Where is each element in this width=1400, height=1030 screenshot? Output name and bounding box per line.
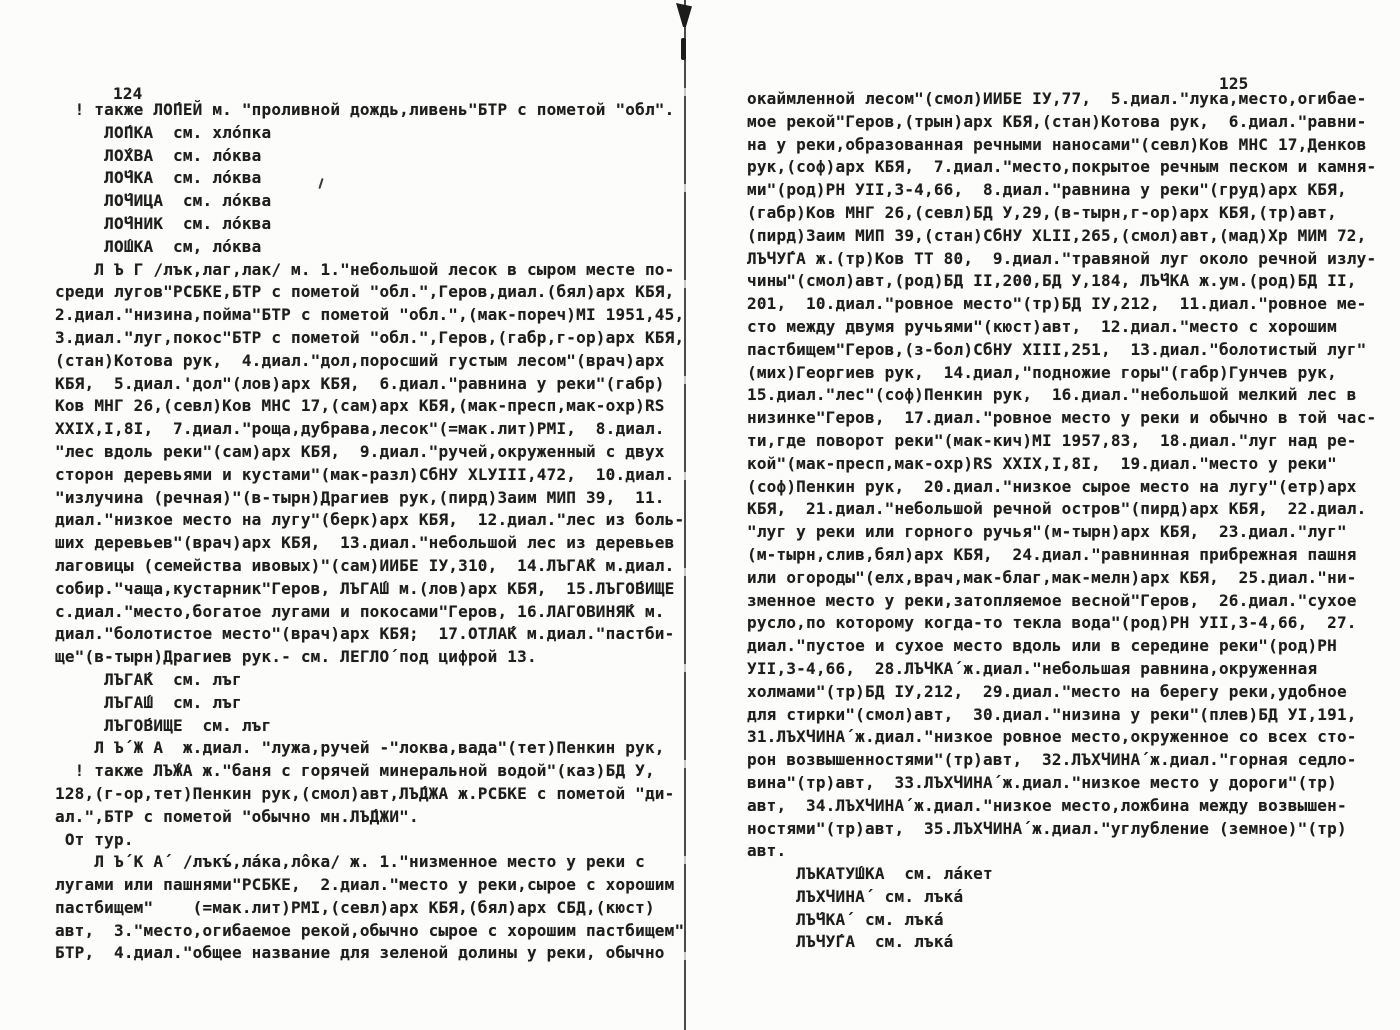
- text-line: диал."болотистое место"(врач)арх КБЯ; 17.ОТЛА́К м.диал."пастби-: [55, 624, 675, 644]
- text-line: или огороды"(елх,врач,мак-благ,мак-мелн)арх КБЯ, 25.диал."ни-: [747, 567, 1357, 587]
- text-line: на у реки,образованная речными наносами"(севл)Ков МНС 17,Денков: [747, 134, 1367, 154]
- text-line: зменное место у реки,затопляемое весной"Геров, 26.диал."сухое: [747, 590, 1357, 610]
- text-line: ти,где поворот реки"(мак-кич)МI 1957,83, 18.диал."луг над ре-: [747, 430, 1357, 450]
- right-page-number: 125: [1219, 74, 1249, 93]
- text-line: ЛЪГА́Ш см. лъг: [55, 692, 242, 712]
- text-line: пастбищем" (=мак.лит)РМI,(севл)арх КБЯ,(бял)арх СБД,(кюст): [55, 897, 655, 917]
- text-line: ЛО́ХВА см. ло́ква: [55, 145, 262, 165]
- text-line: 31.ЛЪХЧИНА́ ж.диал."низкое ровное место,окруженное со всех сто-: [747, 727, 1357, 747]
- text-line: окаймленной лесом"(смол)ИИБЕ IУ,77, 5.диал."лука,место,огибае-: [747, 89, 1367, 108]
- text-line: 15.диал."лес"(соф)Пенкин рук, 16.диал."небольшой мелкий лес в: [747, 385, 1357, 405]
- text-line: диал."низкое место на лугу"(берк)арх КБЯ, 12.диал."лес из боль-: [55, 510, 685, 530]
- text-line: ал.",БТР с пометой "обычно мн.ЛЪ́ДЖИ".: [55, 806, 419, 826]
- text-line: (габр)Ков МНГ 26,(севл)БД У,29,(в-тырн,г-ор)арх КБЯ,(тр)авт,: [747, 202, 1337, 222]
- text-line: авт.: [747, 841, 787, 861]
- text-line: ми"(род)РН УII,3-4,66, 8.диал."равнина у реки"(груд)арх КБЯ,: [747, 180, 1347, 200]
- text-line: вина"(тр)авт, 33.ЛЪХЧИНА́ ж.диал."низкое место у дороги"(тр): [747, 772, 1337, 792]
- text-line: XXIX,I,8I, 7.диал."роща,дубрава,лесок"(=мак.лит)РМI, 8.диал.: [55, 419, 665, 439]
- text-line: ЛО́ШКА см, ло́ква: [55, 236, 262, 256]
- text-line: (мих)Георгиев рук, 14.диал,"подножие горы"(габр)Гунчев рук,: [747, 362, 1337, 382]
- text-line: диал."пустое и сухое место вдоль или в середине реки"(род)РН: [747, 636, 1337, 656]
- text-line: авт, 3."место,огибаемое рекой,обычно сырое с хорошим пастбищем": [55, 920, 685, 940]
- text-line: ! также ЛЪ́ЖА ж."баня с горячей минеральной водой"(каз)БД У,: [55, 761, 655, 781]
- text-line: ЛО́ЧКА см. ло́ква: [55, 168, 262, 188]
- text-line: "излучина (речная)"(в-тырн)Драгиев рук,(пирд)Заим МИП 39, 11.: [55, 487, 665, 507]
- fold-ink-blob: [681, 38, 686, 60]
- text-line: ЛЪГА́К см. лъг: [55, 669, 242, 689]
- text-line: КБЯ, 5.диал.'дол"(лов)арх КБЯ, 6.диал."равнина у реки"(габр): [55, 373, 665, 393]
- text-line: для стирки"(смол)авт, 30.диал."низина у реки"(плев)БД УI,191,: [747, 704, 1357, 724]
- text-line: с.диал."место,богатое лугами и покосами"Геров, 16.ЛАГОВИНЯ́К м.: [55, 601, 665, 621]
- text-line: ЛЪЧУ́ГА ж.(тр)Ков ТТ 80, 9.диал."травяной луг около речной излу-: [747, 248, 1377, 268]
- text-line: рук,(соф)арх КБЯ, 7.диал."место,покрытое речным песком и камня-: [747, 157, 1377, 177]
- text-line: 201, 10.диал."ровное место"(тр)БД IУ,212, 11.диал."ровное ме-: [747, 294, 1367, 314]
- text-line: низинке"Геров, 17.диал."ровное место у реки и обычно в той час-: [747, 408, 1377, 428]
- text-line: среди лугов"РСБКЕ,БТР с пометой "обл.",Геров,диал.(бял)арх КБЯ,: [55, 282, 675, 302]
- text-line: "лес вдоль реки"(сам)арх КБЯ, 9.диал."ручей,окруженный с двух: [55, 441, 665, 461]
- text-line: ЛЪХЧИНА́ см. лъка́: [747, 886, 964, 906]
- text-line: рон возвышенностями"(тр)авт, 32.ЛЪХЧИНА́ ж.диал."горная седло-: [747, 750, 1357, 770]
- text-line: кой"(мак-пресп,мак-охр)RS XXIX,I,8I, 19.диал."место у реки": [747, 453, 1337, 473]
- text-line: (м-тырн,слив,бял)арх КБЯ, 24.диал."равнинная прибрежная пашня: [747, 544, 1357, 564]
- text-line: ЛЪЧУ́ГА см. лъка́: [747, 932, 954, 952]
- text-line: 128,(г-ор,тет)Пенкин рук,(смол)авт,ЛЪ́ДЖА ж.РСБКЕ с пометой "ди-: [55, 783, 675, 803]
- text-line: (стан)Котова рук, 4.диал."дол,поросший густым лесом"(врач)арх: [55, 350, 665, 370]
- text-line: мое рекой"Геров,(трын)арх КБЯ,(стан)Котова рук, 6.диал."равни-: [747, 111, 1367, 131]
- text-line: (пирд)Заим МИП 39,(стан)СбНУ ХLII,265,(смол)авт,(мад)Хр МИМ 72,: [747, 225, 1367, 245]
- text-line: КБЯ, 21.диал."небольшой речной остров"(пирд)арх КБЯ, 22.диал.: [747, 499, 1367, 519]
- text-line: собир."чаща,кустарник"Геров, ЛЪГА́Ш м.(лов)арх КБЯ, 15.ЛЪГО́ВИЩЕ: [55, 578, 675, 598]
- text-line: авт, 34.ЛЪХЧИНА́ ж.диал."низкое место,ложбина между возвышен-: [747, 795, 1347, 815]
- text-line: От тур.: [55, 829, 134, 849]
- text-line: русло,по которому когда-то текла вода"(род)РН УII,3-4,66, 27.: [747, 613, 1357, 633]
- text-line: лугами или пашнями"РСБКЕ, 2.диал."место у реки,сырое с хорошим: [55, 875, 675, 895]
- text-line: Ков МНГ 26,(севл)Ков МНС 17,(сам)арх КБЯ,(мак-пресп,мак-охр)RS: [55, 396, 665, 416]
- text-line: (соф)Пенкин рук, 20.диал."низкое сырое место на лугу"(етр)арх: [747, 476, 1357, 496]
- right-page-text-column: [747, 88, 1376, 954]
- text-line: 3.диал."луг,покос"БТР с пометой "обл.",Геров,(габр,г-ор)арх КБЯ,: [55, 327, 685, 347]
- fold-ink-tip: [676, 3, 692, 27]
- text-line: ЛЪКАТУ́ШКА см. ла́кет: [747, 864, 993, 884]
- text-line: ! также ЛО́ПЕЙ м. "проливной дождь,ливень"БТР с пометой "обл".: [55, 100, 675, 119]
- left-page-number: 124: [113, 84, 143, 103]
- text-line: ЛЪГО́ВИЩЕ см. лъг: [55, 715, 272, 735]
- text-line: ще"(в-тырн)Драгиев рук.- см. ЛЕГЛО́ под цифрой 13.: [55, 647, 537, 667]
- text-line: пастбищем"Геров,(з-бол)СбНУ ХIII,251, 13.диал."болотистый луг": [747, 339, 1367, 359]
- text-line: ЛО́ЧИЦА см. ло́ква: [55, 191, 272, 211]
- text-line: ЛО́ЧНИК см. ло́ква: [55, 213, 272, 233]
- text-line: холмами"(тр)БД IУ,212, 29.диал."место на берегу реки,удобное: [747, 681, 1347, 701]
- text-line: лаговицы (семейства ивовых)"(сам)ИИБЕ IУ,310, 14.ЛЪГА́К м.диал.: [55, 555, 675, 575]
- text-line: 2.диал."низина,пойма"БТР с пометой "обл.",(мак-пореч)МI 1951,45,: [55, 305, 685, 325]
- text-line: Л Ъ́ Ж А ж.диал. "лужа,ручей -"локва,вада"(тет)Пенкин рук,: [55, 738, 665, 758]
- text-line: сто между двумя ручьями"(кюст)авт, 12.диал."место с хорошим: [747, 316, 1337, 336]
- text-line: "луг у реки или горного ручья"(м-тырн)арх КБЯ, 23.диал."луг": [747, 522, 1347, 542]
- text-line: сторон деревьями и кустами"(мак-разл)СбНУ ХLУIII,472, 10.диал.: [55, 464, 675, 484]
- text-line: УII,3-4,66, 28.ЛЪЧКА́ ж.диал."небольшая равнина,окруженная: [747, 658, 1318, 678]
- text-line: ЛЪ́ЧКА́ см. лъка́: [747, 909, 944, 929]
- text-line: ших деревьев"(врач)арх КБЯ, 13.диал."небольшой лес из деревьев: [55, 533, 675, 553]
- text-line: БТР, 4.диал."общее название для зеленой долины у реки, обычно: [55, 943, 665, 963]
- text-line: Л Ъ́ К А́ /лъкъ́,ла́ка,лôка/ ж. 1."низменное место у реки с: [55, 852, 645, 872]
- left-page-text-column: [55, 99, 684, 965]
- text-line: Л Ъ Г /лък,лаг,лак/ м. 1."небольшой лесок в сыром месте по-: [55, 259, 675, 279]
- text-line: ЛО́ПКА см. хло́пка: [55, 122, 272, 142]
- text-line: чины"(смол)авт,(род)БД II,200,БД У,184, ЛЪ́ЧКА ж.ум.(род)БД II,: [747, 271, 1357, 291]
- text-line: ностями"(тр)авт, 35.ЛЪХЧИНА́ ж.диал."углубление (земное)"(тр): [747, 818, 1347, 838]
